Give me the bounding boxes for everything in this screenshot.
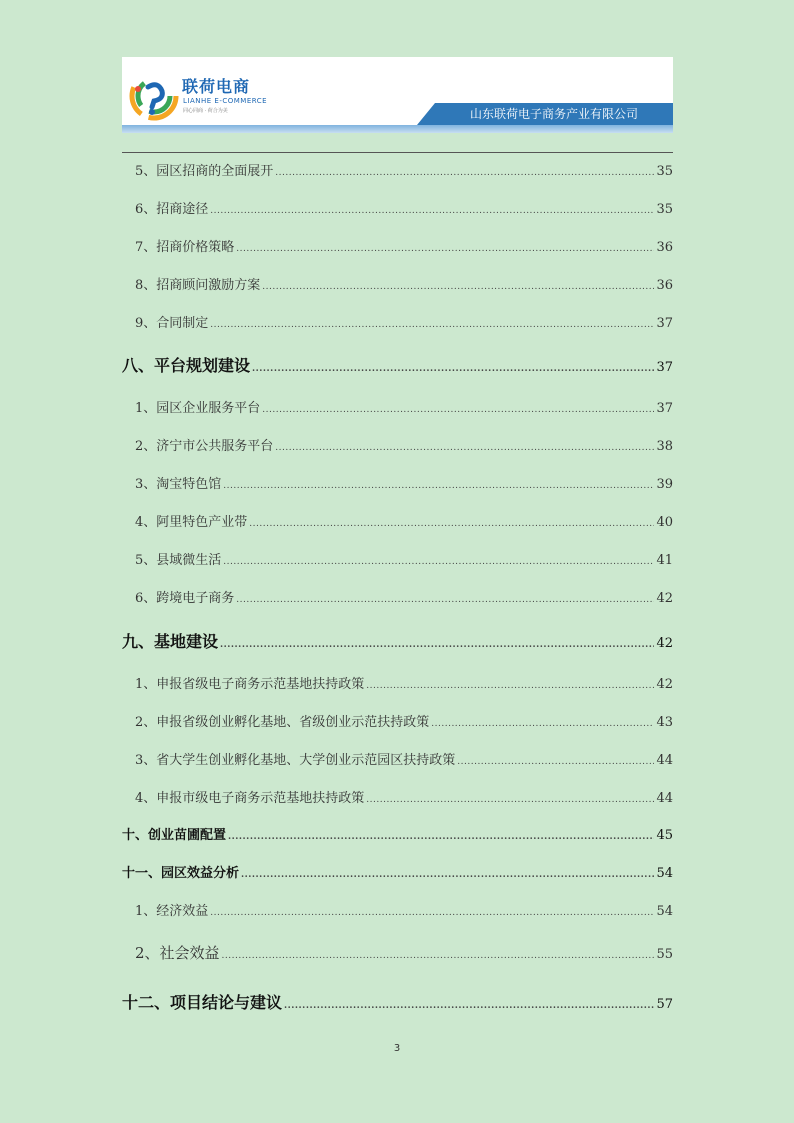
toc-leader [366, 795, 654, 805]
toc-page: 57 [656, 997, 673, 1012]
toc-title: 5、县域微生活 [135, 553, 222, 568]
toc-leader [223, 481, 654, 491]
toc-leader [210, 908, 654, 918]
toc-title: 5、园区招商的全面展开 [135, 164, 274, 179]
toc-page: 42 [656, 591, 673, 606]
toc-leader [262, 405, 654, 415]
toc-page: 45 [656, 828, 673, 843]
toc-title: 十一、园区效益分析 [122, 866, 240, 881]
toc-title: 2、济宁市公共服务平台 [135, 439, 274, 454]
toc-leader [223, 557, 654, 567]
brand-slogan: 同心同商 · 荷合为美 [183, 108, 228, 114]
toc-leader [275, 168, 654, 178]
toc-page: 42 [656, 677, 673, 692]
toc-title: 6、招商途径 [135, 202, 209, 217]
toc-leader [284, 1001, 654, 1011]
toc-entry[interactable] [135, 673, 673, 692]
toc-leader [249, 519, 654, 529]
toc-entry[interactable] [135, 274, 673, 293]
toc-page: 37 [656, 316, 673, 331]
toc-title: 十、创业苗圃配置 [122, 828, 227, 843]
toc-entry[interactable] [135, 900, 673, 919]
toc-title: 八、平台规划建设 [122, 356, 251, 375]
toc-entry[interactable] [135, 312, 673, 331]
toc-page: 55 [656, 947, 673, 962]
toc-entry[interactable] [135, 435, 673, 454]
toc-leader [210, 320, 654, 330]
toc-entry[interactable] [135, 711, 673, 730]
toc-page: 44 [656, 791, 673, 806]
toc-entry[interactable] [135, 511, 673, 530]
toc-entry[interactable] [135, 942, 673, 963]
toc-page: 54 [656, 866, 673, 881]
toc-page: 39 [656, 477, 673, 492]
toc-title: 十二、项目结论与建议 [122, 993, 283, 1012]
toc-page: 35 [656, 202, 673, 217]
toc-title: 3、省大学生创业孵化基地、大学创业示范园区扶持政策 [135, 753, 456, 768]
toc-chapter[interactable] [122, 824, 673, 843]
toc-chapter[interactable] [122, 353, 673, 376]
toc-chapter[interactable] [122, 629, 673, 652]
toc-page: 37 [656, 401, 673, 416]
toc-page: 35 [656, 164, 673, 179]
toc-leader [236, 595, 654, 605]
toc-title: 6、跨境电子商务 [135, 591, 235, 606]
toc-entry[interactable] [135, 749, 673, 768]
toc-page: 43 [656, 715, 673, 730]
toc-title: 2、社会效益 [135, 944, 220, 962]
toc-leader [228, 832, 654, 842]
toc-entry[interactable] [135, 236, 673, 255]
toc-page: 40 [656, 515, 673, 530]
toc-entry[interactable] [135, 160, 673, 179]
toc-page: 41 [656, 553, 673, 568]
toc-title: 1、经济效益 [135, 904, 209, 919]
toc-leader [236, 244, 654, 254]
page-number: 3 [393, 1043, 401, 1054]
toc-entry[interactable] [135, 397, 673, 416]
toc-entry[interactable] [135, 198, 673, 217]
toc-leader [431, 719, 654, 729]
toc-page: 38 [656, 439, 673, 454]
toc-title: 1、申报省级电子商务示范基地扶持政策 [135, 677, 365, 692]
toc-leader [262, 282, 654, 292]
toc-page: 42 [656, 636, 673, 651]
brand-name-en: LIANHE E-COMMERCE [183, 97, 268, 105]
toc-entry[interactable] [135, 549, 673, 568]
toc-title: 九、基地建设 [122, 632, 219, 651]
toc-entry[interactable] [135, 587, 673, 606]
toc-title: 8、招商顾问激励方案 [135, 278, 261, 293]
toc-page: 36 [656, 278, 673, 293]
toc-page: 44 [656, 753, 673, 768]
toc-leader [366, 681, 654, 691]
toc-title: 4、阿里特色产业带 [135, 515, 248, 530]
toc-leader [275, 443, 654, 453]
toc-title: 9、合同制定 [135, 316, 209, 331]
toc-title: 2、申报省级创业孵化基地、省级创业示范扶持政策 [135, 715, 430, 730]
toc-leader [241, 870, 654, 880]
toc-entry[interactable] [135, 473, 673, 492]
toc-leader [457, 757, 654, 767]
toc-leader [210, 206, 654, 216]
toc-leader [222, 951, 655, 961]
toc-page: 54 [656, 904, 673, 919]
toc-leader [252, 364, 654, 374]
toc-entry[interactable] [135, 787, 673, 806]
toc-chapter[interactable] [122, 990, 673, 1013]
brand-name: 联荷电商 [182, 77, 251, 96]
toc-title: 4、申报市级电子商务示范基地扶持政策 [135, 791, 365, 806]
company-name: 山东联荷电子商务产业有限公司 [435, 103, 673, 125]
toc-leader [220, 640, 654, 650]
toc-page: 37 [656, 360, 673, 375]
toc-title: 7、招商价格策略 [135, 240, 235, 255]
toc-title: 3、淘宝特色馆 [135, 477, 222, 492]
toc-chapter[interactable] [122, 862, 673, 881]
toc-page: 36 [656, 240, 673, 255]
toc-title: 1、园区企业服务平台 [135, 401, 261, 416]
